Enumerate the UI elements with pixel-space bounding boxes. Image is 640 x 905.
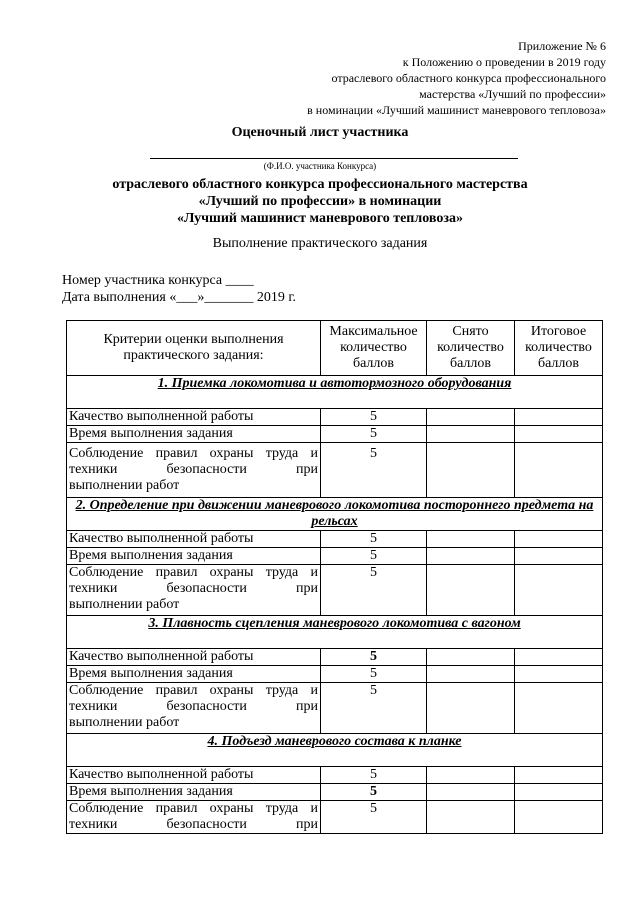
removed-score-cell[interactable] [427, 531, 515, 548]
appendix-number: Приложение № 6 [518, 39, 606, 53]
table-row [67, 666, 603, 683]
appendix-contest: отраслевого областного конкурса профессионального [331, 71, 606, 85]
total-score-cell[interactable] [515, 784, 603, 801]
table-row [67, 426, 603, 443]
criterion-label: Время выполнения задания [67, 666, 321, 683]
total-score-cell[interactable] [515, 649, 603, 666]
execution-date-field: Дата выполнения «___»_______ 2019 г. [62, 290, 297, 305]
removed-score-cell[interactable] [427, 565, 515, 616]
table-row [67, 548, 603, 565]
criterion-label-text-end: выполнении работ [69, 478, 180, 493]
removed-score-cell[interactable] [427, 784, 515, 801]
criterion-label: Время выполнения задания [67, 784, 321, 801]
contest-line-3: «Лучший машинист маневрового тепловоза» [177, 211, 463, 226]
table-row [67, 767, 603, 784]
max-score-cell: 5 [321, 426, 427, 443]
total-score-cell[interactable] [515, 531, 603, 548]
criterion-label: Качество выполненной работы [67, 409, 321, 426]
section-title: 1. Приемка локомотива и автотормозного оборудования [67, 376, 603, 409]
criterion-label-text: Соблюдение правил охраны труда и техники безопасности при [69, 565, 318, 596]
max-score-cell: 5 [321, 666, 427, 683]
participant-meta [62, 272, 296, 306]
total-score-cell[interactable] [515, 426, 603, 443]
max-score-cell: 5 [321, 801, 427, 834]
section-row [67, 498, 603, 531]
total-score-cell[interactable] [515, 409, 603, 426]
criterion-label: Время выполнения задания [67, 426, 321, 443]
appendix-contest-name: мастерства «Лучший по профессии» [419, 87, 606, 101]
participant-name-line [150, 158, 518, 159]
removed-score-cell[interactable] [427, 801, 515, 834]
total-score-cell[interactable] [515, 801, 603, 834]
total-score-cell[interactable] [515, 565, 603, 616]
max-score-cell: 5 [321, 531, 427, 548]
criterion-label-text: Соблюдение правил охраны труда и техники безопасности при [69, 801, 318, 832]
removed-score-cell[interactable] [427, 683, 515, 734]
criterion-label [67, 801, 321, 834]
total-score-cell[interactable] [515, 683, 603, 734]
total-score-cell[interactable] [515, 666, 603, 683]
max-score-cell: 5 [321, 784, 427, 801]
removed-score-cell[interactable] [427, 548, 515, 565]
max-score-cell: 5 [321, 409, 427, 426]
section-row [67, 376, 603, 409]
section-title: 3. Плавность сцепления маневрового локомотива с вагоном [67, 616, 603, 649]
table-row [67, 565, 603, 616]
score-table [66, 320, 603, 834]
criterion-label: Качество выполненной работы [67, 531, 321, 548]
removed-score-cell[interactable] [427, 666, 515, 683]
table-header-row [67, 321, 603, 376]
table-row [67, 683, 603, 734]
contest-heading [0, 176, 640, 227]
table-row [67, 784, 603, 801]
table-row [67, 649, 603, 666]
max-score-cell: 5 [321, 548, 427, 565]
contest-line-2: «Лучший по профессии» в номинации [198, 194, 442, 209]
table-row [67, 531, 603, 548]
table-row [67, 409, 603, 426]
section-title: 4. Подъезд маневрового состава к планке [67, 734, 603, 767]
table-row [67, 443, 603, 498]
total-score-cell[interactable] [515, 767, 603, 784]
header-max-points: Максимальное количество баллов [321, 321, 427, 376]
criterion-label-text: Соблюдение правил охраны труда и техники безопасности при [69, 446, 318, 477]
header-removed-points: Снято количество баллов [427, 321, 515, 376]
task-heading: Выполнение практического задания [212, 236, 428, 251]
total-score-cell[interactable] [515, 548, 603, 565]
participant-number-field: Номер участника конкурса ____ [62, 273, 254, 288]
total-score-cell[interactable] [515, 443, 603, 498]
appendix-nomination: в номинации «Лучший машинист маневрового тепловоза» [307, 103, 606, 117]
criterion-label [67, 565, 321, 616]
max-score-cell: 5 [321, 443, 427, 498]
max-score-cell: 5 [321, 683, 427, 734]
criterion-label: Время выполнения задания [67, 548, 321, 565]
removed-score-cell[interactable] [427, 409, 515, 426]
removed-score-cell[interactable] [427, 426, 515, 443]
appendix-header [206, 38, 606, 118]
section-title: 2. Определение при движении маневрового локомотива постороннего предмета на рельсах [67, 498, 603, 531]
header-criteria: Критерии оценки выполнения практического задания: [67, 321, 321, 376]
max-score-cell: 5 [321, 565, 427, 616]
sheet-title: Оценочный лист участника [231, 125, 409, 140]
removed-score-cell[interactable] [427, 649, 515, 666]
criterion-label-text-end: выполнении работ [69, 597, 180, 612]
contest-line-1: отраслевого областного конкурса профессионального мастерства [112, 177, 528, 192]
section-row [67, 616, 603, 649]
criterion-label [67, 683, 321, 734]
criterion-label: Качество выполненной работы [67, 767, 321, 784]
criterion-label: Качество выполненной работы [67, 649, 321, 666]
criterion-label-text-end: выполнении работ [69, 715, 180, 730]
criterion-label [67, 443, 321, 498]
header-total-points: Итоговое количество баллов [515, 321, 603, 376]
participant-name-caption: (Ф.И.О. участника Конкурса) [263, 161, 377, 171]
criterion-label-text: Соблюдение правил охраны труда и техники безопасности при [69, 683, 318, 714]
section-row [67, 734, 603, 767]
removed-score-cell[interactable] [427, 443, 515, 498]
max-score-cell: 5 [321, 767, 427, 784]
max-score-cell: 5 [321, 649, 427, 666]
removed-score-cell[interactable] [427, 767, 515, 784]
appendix-regulation: к Положению о проведении в 2019 году [402, 55, 606, 69]
table-row [67, 801, 603, 834]
